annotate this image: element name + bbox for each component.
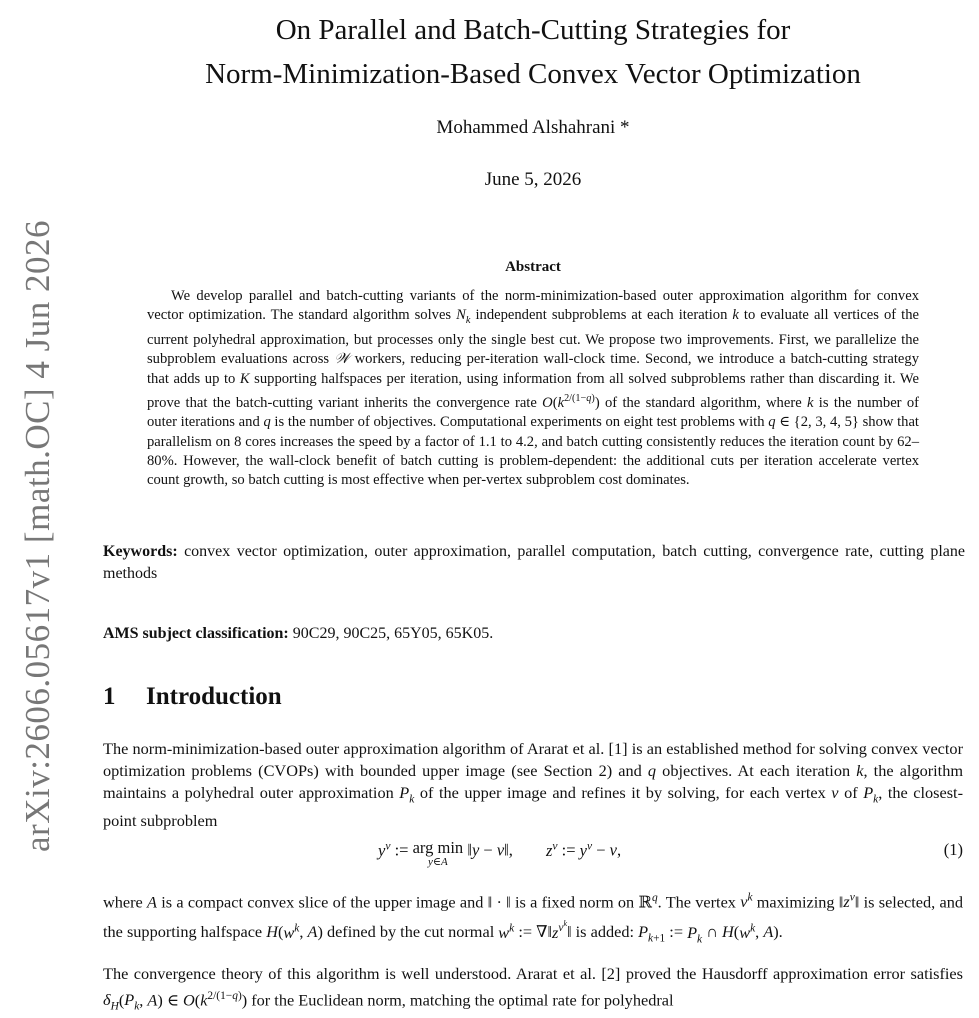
intro-paragraph-2: where A is a compact convex slice of the upper image and ‖ · ‖ is a fixed norm on ℝ$^q$. The vertex $v^k$ maximizing $‖z^v‖$ is selected, and the supporting halfspace $H(w^k$, A) defined by the cut normal $w^k$ := $\nabla‖z^{v^k}‖$ is added: $P_{k+1}$ := $P_k$ ∩ $H(w^k$, A). (103, 892, 963, 945)
keywords-text: convex vector optimization, outer approximation, parallel computation, batch cutting, convergence rate, cutting plane methods (103, 543, 966, 582)
section-number: 1 (103, 683, 116, 710)
paper-date: June 5, 2026 (484, 169, 582, 190)
title-line-2: Norm-Minimization-Based Convex Vector Optimization (205, 58, 861, 90)
abstract-text: We develop parallel and batch-cutting variants of the norm-minimization-based outer approximation algorithm for convex vector optimization. The standard algorithm solves $N_k$ independent subproblems at each iteration k to evaluate all vertices of the current polyhedral approximation, but processes only the single best cut. We propose two improvements. First, we parallelize the subproblem evaluations across 𝒲 workers, reducing per-iteration wall-clock time. Second, we introduce a batch-cutting strategy that adds up to K supporting halfspaces per iteration, using information from all solved subproblems rather than discarding it. We prove that the batch-cutting variant inherits the convergence rate $O(k^{2/(1-q)})$ of the standard algorithm, where k is the number of outer iterations and q is the number of objectives. Computational experiments on eight test problems with q ∈ {2, 3, 4, 5} show that parallelism on 8 cores increases the speed by a factor of 1.1 to 4.2, and batch cutting consistently reduces the iteration count by 62–80%. However, the wall-clock benefit of batch cutting is problem-dependent: the additional cuts per iteration accelerate vertex count growth, so batch cutting is most effective when per-vertex subproblem cost dominates. (147, 288, 919, 489)
abstract-heading: Abstract (505, 259, 561, 275)
section-heading (103, 683, 282, 711)
ams-label: AMS subject classification: (103, 625, 289, 642)
equation-1 (103, 838, 963, 872)
title-line-1: On Parallel and Batch-Cutting Strategies for (275, 14, 791, 46)
keywords-label: Keywords: (103, 543, 178, 560)
ams-codes: 90C29, 90C25, 65Y05, 65K05. (292, 625, 494, 642)
equation-number: (1) (943, 840, 963, 859)
arxiv-identifier: arXiv:2606.05617v1 [math.OC] 4 Jun 2026 (18, 220, 57, 852)
paper-title (150, 8, 916, 96)
section-title: Introduction (146, 683, 282, 710)
ams-classification (103, 623, 965, 645)
arxiv-sidebar (18, 0, 58, 1000)
equation-body: $y^v$ := arg min y∈A ‖y − v‖, $z^v$ := $y^v - v$, (378, 838, 622, 868)
author-name: Mohammed Alshahrani * (436, 117, 630, 138)
intro-paragraph-3: The convergence theory of this algorithm is well understood. Ararat et al. [2] proved the Hausdorff approximation error satisfies $\delta_H(P_k$, A) ∈ $O(k^{2/(1-q)})$ for the Euclidean norm, matching the optimal rate for polyhedral (103, 964, 963, 1013)
keywords-block (103, 541, 965, 585)
intro-paragraph-1: The norm-minimization-based outer approximation algorithm of Ararat et al. [1] is an established method for solving convex vector optimization problems (CVOPs) with bounded upper image (see Section 2) and q objectives. At each iteration k, the algorithm maintains a polyhedral outer approximation $P_k$ of the upper image and refines it by solving, for each vertex v of $P_k$, the closest-point subproblem (103, 739, 963, 831)
